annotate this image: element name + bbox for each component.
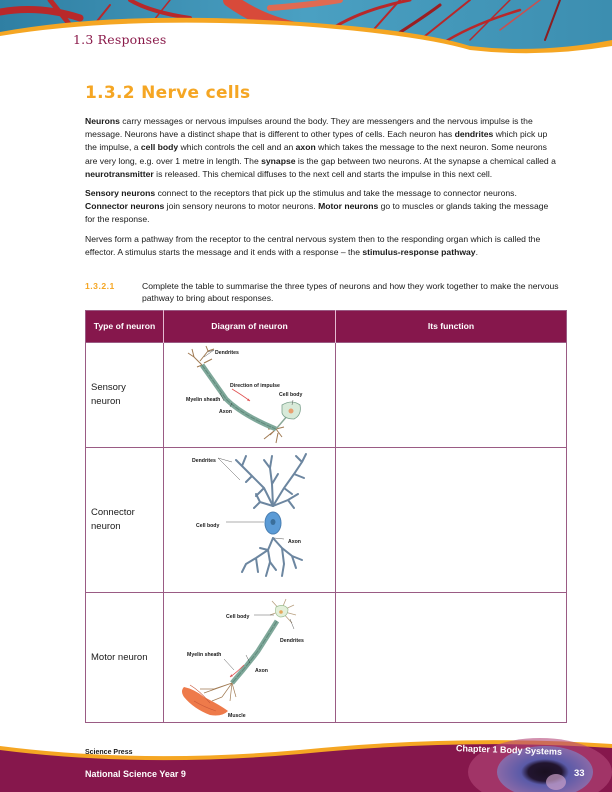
- chapter-title: Chapter 1 Body Systems: [455, 743, 563, 757]
- text-run: which controls the cell and an: [178, 142, 296, 153]
- text-run: carry messages or nervous impulses around the body. They are messengers and the nervous impulse is the message. Neurons have a distinct shape that is different to other types of cells. Each neuron has: [85, 116, 533, 140]
- key-term: Sensory neurons: [85, 188, 156, 199]
- label-dendrites: Dendrites: [280, 638, 304, 644]
- text-run: which pick up the impulse, a: [85, 129, 548, 153]
- activity-question: [85, 281, 565, 304]
- label-dendrites: Dendrites: [192, 458, 216, 464]
- body-text: [85, 115, 560, 265]
- blood-vessel-banner-image: [0, 0, 612, 60]
- label-axon: Axon: [255, 668, 268, 674]
- label-axon: Axon: [288, 539, 301, 545]
- activity-text: Complete the table to summarise the three types of neurons and how they work together to make the nervous pathway to bring about responses.: [142, 281, 559, 303]
- series-title: National Science Year 9: [85, 769, 186, 779]
- header-function: Its function: [336, 311, 567, 343]
- header-diagram: Diagram of neuron: [164, 311, 336, 343]
- label-direction-of-impulse: Direction of impulse: [230, 383, 280, 389]
- table-row: [86, 343, 567, 448]
- activity-number: 1.3.2.1: [85, 281, 115, 291]
- neuron-type-label: Connector neuron: [91, 507, 135, 532]
- neuron-diagram-cell: [164, 343, 336, 448]
- label-cell-body: Cell body: [226, 614, 250, 620]
- header-banner: [0, 0, 612, 60]
- function-answer-cell[interactable]: [336, 593, 567, 723]
- key-term: neurotransmitter: [85, 168, 154, 179]
- label-myelin-sheath: Myelin sheath: [187, 652, 222, 658]
- neuron-diagram-cell: [164, 593, 336, 723]
- sensory-neuron-diagram: [164, 343, 335, 447]
- label-cell-body: Cell body: [279, 392, 303, 398]
- neuron-type-cell: [86, 593, 164, 723]
- header-type: Type of neuron: [86, 311, 164, 343]
- key-term: axon: [295, 142, 316, 153]
- key-term: Neurons: [85, 116, 120, 126]
- connector-neuron-diagram: [164, 448, 335, 592]
- text-run: join sensory neurons to motor neurons.: [164, 201, 319, 212]
- neuron-type-cell: [86, 343, 164, 448]
- function-answer-cell[interactable]: [336, 448, 567, 593]
- motor-neuron-diagram: [164, 593, 335, 722]
- label-muscle: Muscle: [228, 713, 246, 719]
- page-number: 33: [574, 768, 585, 779]
- label-myelin-sheath: Myelin sheath: [186, 397, 221, 403]
- paragraph-neuron-types: [85, 187, 560, 227]
- table-row: [86, 593, 567, 723]
- text-run: connect to the receptors that pick up the stimulus and take the message to connector neurons.: [155, 188, 517, 199]
- section-label: 1.3 Responses: [73, 32, 167, 47]
- neuron-table: [85, 310, 567, 723]
- label-dendrites: Dendrites: [215, 350, 239, 356]
- paragraph-pathway: [85, 233, 560, 259]
- key-term: cell body: [140, 142, 179, 153]
- text-run: which takes the message to the next neuron. Some neurons are very long, e.g. over 1 metre in length. The: [85, 142, 547, 166]
- table-row: [86, 448, 567, 593]
- key-term: dendrites: [454, 129, 494, 140]
- text-run: is the gap between two neurons. At the synapse a chemical called a: [295, 155, 556, 166]
- eye-footer-image: [0, 720, 612, 792]
- footer-banner: [0, 720, 612, 792]
- label-axon: Axon: [219, 409, 232, 415]
- paragraph-neurons: [85, 115, 560, 181]
- key-term: stimulus-response pathway: [362, 246, 476, 257]
- label-cell-body: Cell body: [196, 523, 220, 529]
- text-run: go to muscles or glands taking the message for the response.: [85, 201, 549, 225]
- key-term: Connector neurons: [85, 201, 165, 212]
- connector-neuron-icon: [164, 448, 335, 592]
- neuron-type-label: Motor neuron: [91, 651, 148, 663]
- publisher-label: Science Press: [85, 749, 133, 756]
- key-term: synapse: [261, 155, 296, 166]
- neuron-type-cell: [86, 448, 164, 593]
- neuron-type-label: Sensory neuron: [91, 382, 126, 407]
- neuron-diagram-cell: [164, 448, 336, 593]
- function-answer-cell[interactable]: [336, 343, 567, 448]
- text-run: Nerves form a pathway from the receptor to the central nervous system then to the responding organ which is called the effector. A stimulus starts the message and it ends with a response – the: [85, 233, 541, 257]
- page-heading: 1.3.2 Nerve cells: [85, 83, 251, 103]
- text-run: .: [475, 246, 478, 257]
- text-run: is released. This chemical diffuses to the next cell and starts the impulse in this next cell.: [153, 168, 493, 179]
- table-header-row: [86, 311, 567, 343]
- key-term: Motor neurons: [318, 201, 379, 212]
